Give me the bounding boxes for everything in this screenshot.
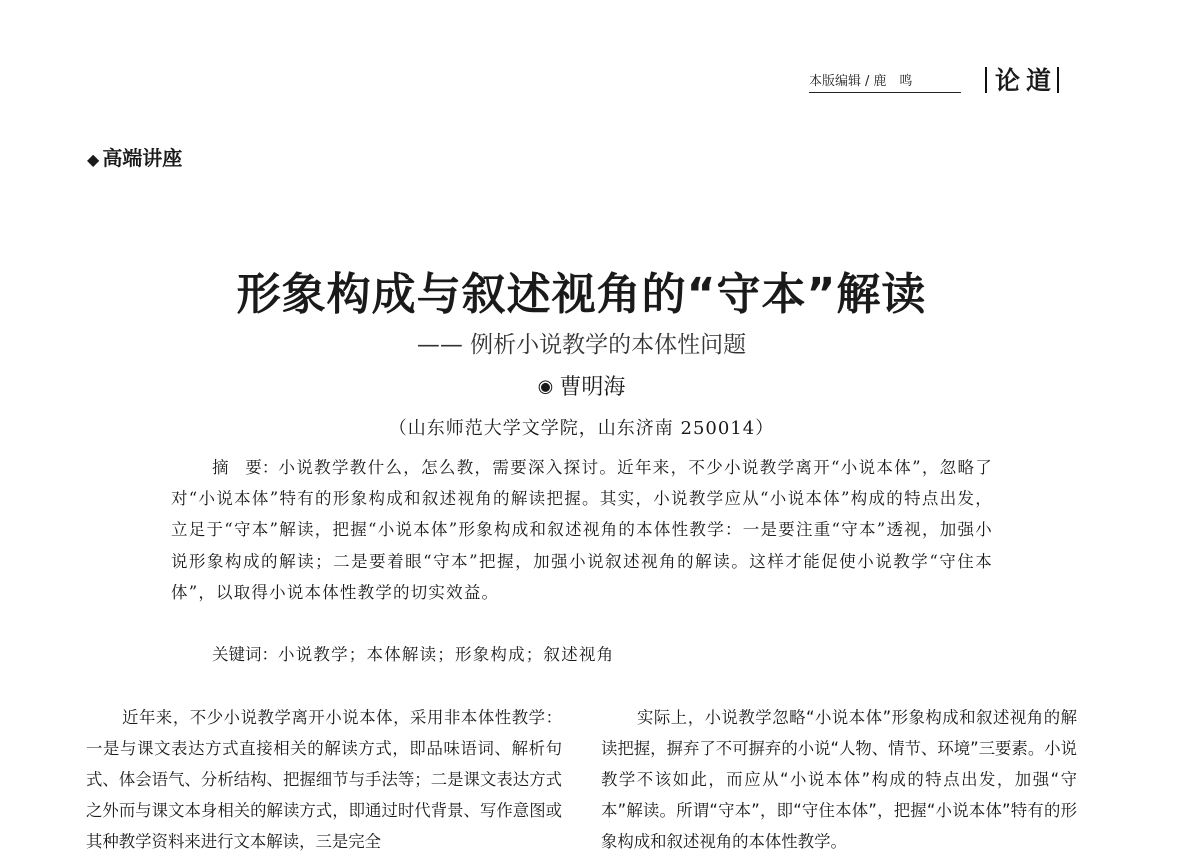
keywords-text: 小说教学；本体解读；形象构成；叙述视角 (278, 645, 615, 664)
section-heading (87, 142, 182, 171)
column-bar-right (1057, 67, 1059, 93)
column-tag (985, 64, 1059, 98)
diamond-icon: ◆ (87, 150, 100, 169)
keywords (212, 639, 992, 670)
abstract-text: 小说教学教什么，怎么教，需要深入探讨。近年来，不少小说教学离开“小说本体”，忽略了对“小说本体”特有的形象构成和叙述视角的解读把握。其实，小说教学应从“小说本体”构成的特点出发，立足于“守本”解读，把握“小说本体”形象构成和叙述视角的本体性教学：一是要注重“守本”透视，加强小说形象构成的解读；二是要着眼“守本”把握，加强小说叙述视角的解读。这样才能促使小说教学“守住本体”，以取得小说本体性教学的切实效益。 (171, 458, 993, 602)
keywords-label: 关键词： (212, 645, 278, 664)
article-author (0, 370, 1163, 401)
author-affiliation: （山东师范大学文学院，山东济南 250014） (388, 418, 775, 439)
author-name: 曹明海 (559, 375, 626, 400)
author-bullet-icon: ◉ (537, 376, 554, 397)
body-column-left: 近年来，不少小说教学离开小说本体，采用非本体性教学：一是与课文表达方式直接相关的解读方式，即品味语词、解析句式、体会语气、分析结构、把握细节与手法等；二是课文表达方式之外而与课文本身相关的解读方式，即通过时代背景、写作意图或其种教学资料来进行文本解读，三是完全 (86, 708, 562, 851)
editor-name: 鹿 鸣 (873, 74, 913, 89)
abstract-label: 摘 要： (212, 458, 279, 477)
editor-separator: / (865, 74, 870, 89)
column-name: 论道 (995, 66, 1058, 95)
abstract (171, 452, 993, 608)
article-title: 形象构成与叙述视角的“守本”解读 (236, 269, 927, 320)
editor-label: 本版编辑 (809, 74, 862, 89)
column-bar-left (985, 67, 987, 93)
section-title: 高端讲座 (102, 146, 183, 170)
article-subtitle: —— 例析小说教学的本体性问题 (416, 332, 747, 358)
body-column-right: 实际上，小说教学忽略“小说本体”形象构成和叙述视角的解读把握，摒弃了不可摒弃的小说“人物、情节、环境”三要素。小说教学不该如此，而应从“小说本体”构成的特点出发，加强“守本”解读。所谓“守本”，即“守住本体”，把握“小说本体”特有的形象构成和叙述视角的本体性教学。 (601, 708, 1077, 851)
page-editor-credit (809, 70, 961, 93)
